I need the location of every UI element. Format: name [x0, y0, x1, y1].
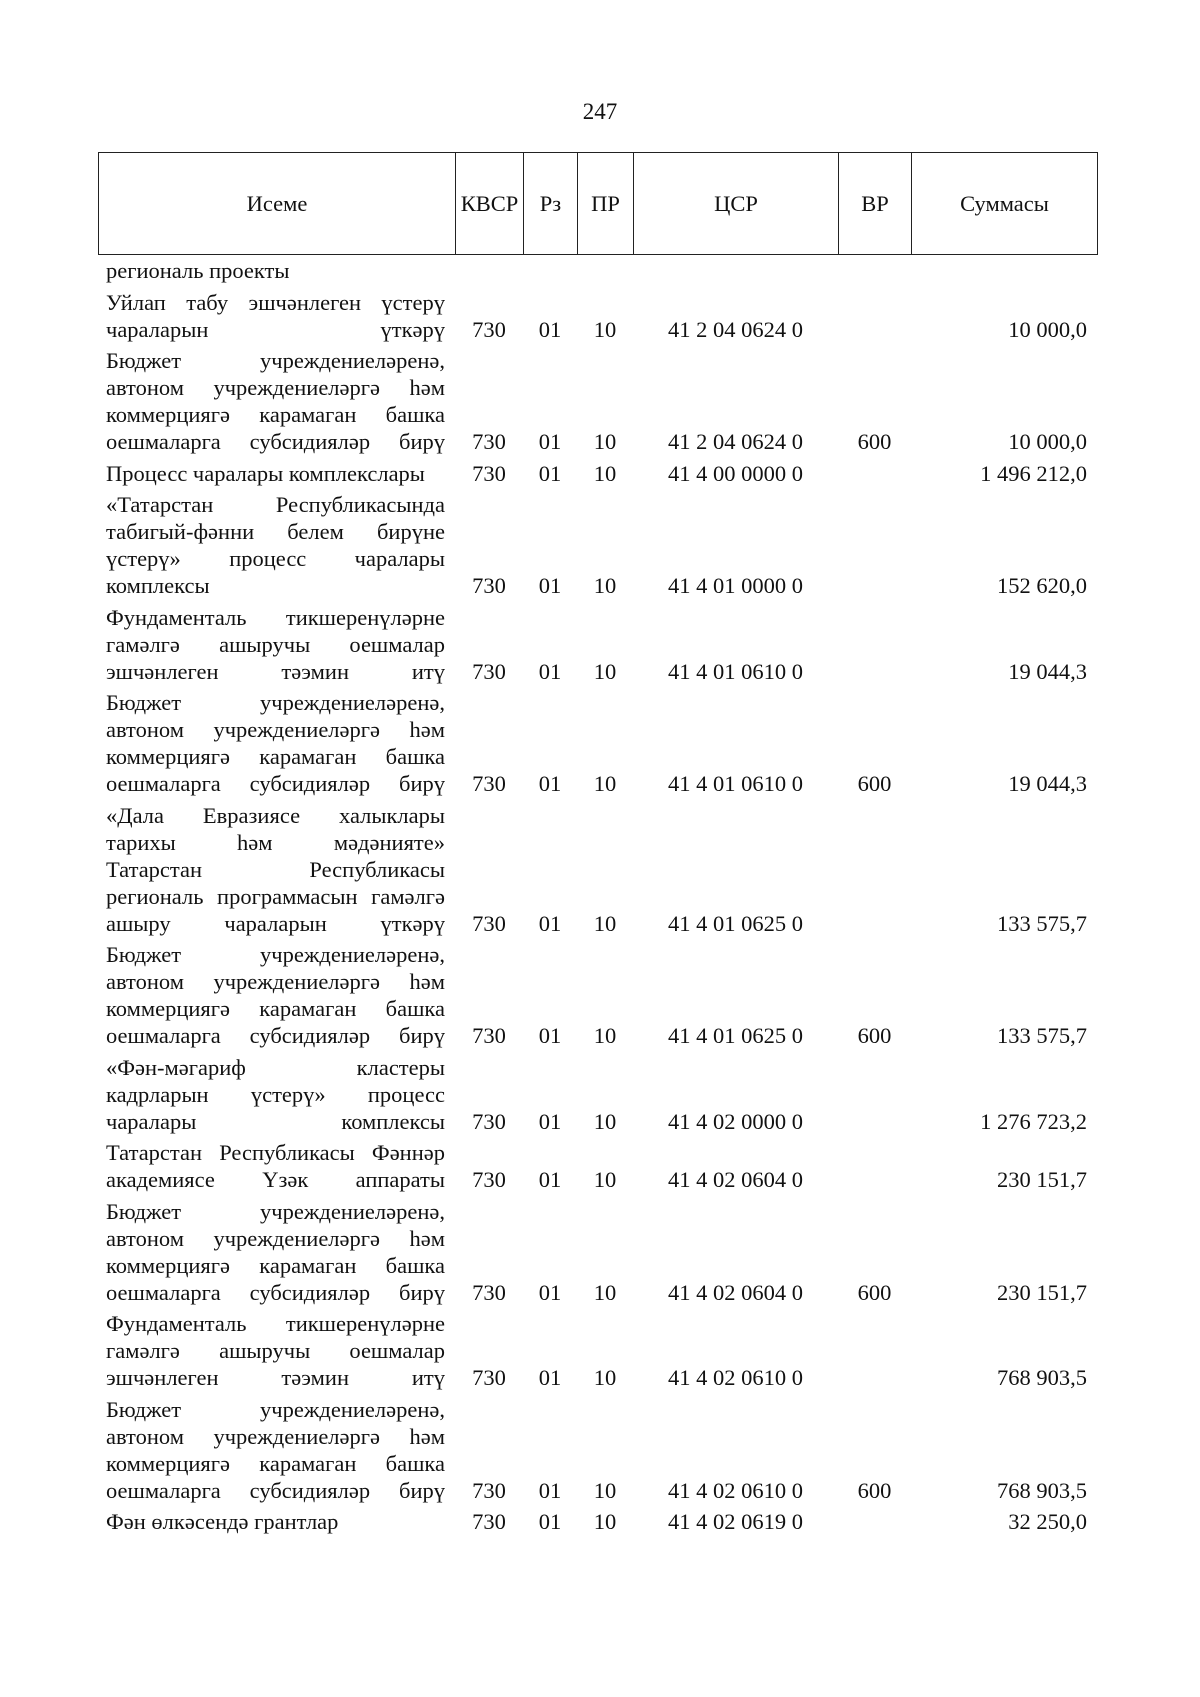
cell-rz: 01: [538, 316, 562, 342]
cell-vr: 600: [857, 771, 892, 796]
cell-name: «Фән-мәгариф кластеры кадрларын үстерү» процесс чаралары комплексы: [106, 1054, 445, 1134]
cell-pr: 10: [593, 1365, 617, 1390]
cell-vr: 600: [857, 429, 892, 454]
table-body: [98, 257, 1097, 1540]
cell-vr: [838, 289, 911, 348]
cell-kvsr: 730: [472, 1023, 506, 1048]
cell-kvsr: 730: [472, 1509, 506, 1534]
cell-pr: [577, 257, 633, 289]
cell-sum: 152 620,0: [997, 573, 1087, 598]
header-name: Исеме: [99, 153, 456, 255]
cell-pr: 10: [593, 1108, 617, 1134]
cell-vr: [838, 802, 911, 942]
cell-vr: 600: [857, 1279, 892, 1305]
cell-sum: 230 151,7: [997, 1279, 1087, 1305]
cell-vr: [838, 1139, 911, 1198]
cell-kvsr: 730: [472, 658, 506, 684]
cell-rz: 01: [538, 658, 562, 684]
cell-csr: 41 4 02 0000 0: [668, 1108, 803, 1134]
cell-pr: 10: [593, 1279, 617, 1305]
cell-csr: 41 4 01 0610 0: [668, 771, 803, 796]
cell-name: «Дала Евразиясе халыклары тарихы һәм мәдәнияте» Татарстан Республикасы региональ программасын гамәлгә ашыру чараларын үткәрү: [106, 802, 445, 936]
cell-csr: 41 4 02 0610 0: [668, 1477, 803, 1503]
table-row: [98, 1508, 1097, 1540]
table-row: [98, 289, 1097, 348]
cell-name: Бюджет учреждениеләренә, автоном учреждениеләргә һәм коммерциягә карамаган башка оешмаларга субсидияләр бирү: [106, 1198, 445, 1305]
table-row: [98, 802, 1097, 942]
cell-name: Фән өлкәсендә грантлар: [106, 1509, 339, 1534]
page-number: 247: [582, 99, 618, 124]
cell-csr: [633, 257, 838, 289]
cell-sum: 1 276 723,2: [980, 1108, 1087, 1134]
cell-rz: [523, 257, 577, 289]
cell-rz: 01: [538, 1365, 562, 1390]
cell-csr: 41 4 02 0610 0: [668, 1365, 803, 1390]
cell-rz: 01: [538, 1279, 562, 1305]
header-sum: Суммасы: [912, 153, 1098, 255]
cell-kvsr: [455, 257, 523, 289]
cell-name: Уйлап табу эшчәнлеген үстерү чараларын үткәрү: [106, 289, 445, 342]
cell-sum: 10 000,0: [1008, 429, 1087, 454]
cell-pr: 10: [593, 429, 617, 454]
cell-kvsr: 730: [472, 1279, 506, 1305]
table-row: [98, 1054, 1097, 1140]
cell-vr: [838, 460, 911, 492]
table-row: [98, 460, 1097, 492]
cell-csr: 41 4 02 0604 0: [668, 1167, 803, 1192]
cell-vr: [838, 604, 911, 690]
table-row: [98, 941, 1097, 1054]
cell-kvsr: 730: [472, 1108, 506, 1134]
cell-sum: 768 903,5: [997, 1365, 1087, 1390]
cell-pr: 10: [593, 1477, 617, 1503]
cell-rz: 01: [538, 429, 562, 454]
cell-kvsr: 730: [472, 910, 506, 936]
cell-vr: 600: [857, 1477, 892, 1503]
cell-csr: 41 4 02 0619 0: [668, 1509, 803, 1534]
table-row: [98, 1396, 1097, 1509]
cell-kvsr: 730: [472, 460, 506, 486]
cell-csr: 41 2 04 0624 0: [668, 429, 803, 454]
cell-kvsr: 730: [472, 573, 506, 598]
cell-csr: 41 4 01 0625 0: [668, 1023, 803, 1048]
table-row: [98, 604, 1097, 690]
table-row: [98, 491, 1097, 604]
cell-name: Бюджет учреждениеләренә, автоном учреждениеләргә һәм коммерциягә карамаган башка оешмаларга субсидияләр бирү: [106, 690, 445, 796]
cell-rz: 01: [538, 910, 562, 936]
cell-rz: 01: [538, 1023, 562, 1048]
cell-pr: 10: [593, 658, 617, 684]
cell-kvsr: 730: [472, 429, 506, 454]
cell-pr: 10: [593, 1023, 617, 1048]
cell-csr: 41 4 01 0610 0: [668, 658, 803, 684]
cell-name: Бюджет учреждениеләренә, автоном учреждениеләргә һәм коммерциягә карамаган башка оешмаларга субсидияләр бирү: [106, 1396, 445, 1503]
cell-pr: 10: [593, 573, 617, 598]
cell-vr: [838, 1054, 911, 1140]
cell-name: Татарстан Республикасы Фәннәр академиясе Үзәк аппараты: [106, 1140, 445, 1192]
cell-rz: 01: [538, 1509, 562, 1534]
cell-csr: 41 4 01 0625 0: [668, 910, 803, 936]
cell-sum: 1 496 212,0: [980, 460, 1087, 486]
cell-sum: 32 250,0: [1008, 1509, 1087, 1534]
cell-rz: 01: [538, 460, 562, 486]
header-vr: ВР: [839, 153, 912, 255]
cell-vr: [838, 491, 911, 604]
cell-sum: 768 903,5: [997, 1477, 1087, 1503]
table-row: [98, 347, 1097, 460]
cell-csr: 41 4 00 0000 0: [668, 460, 803, 486]
cell-kvsr: 730: [472, 1167, 506, 1192]
cell-kvsr: 730: [472, 1365, 506, 1390]
header-kvsr: КВСР: [456, 153, 524, 255]
cell-sum: 230 151,7: [997, 1167, 1087, 1192]
cell-pr: 10: [593, 910, 617, 936]
cell-sum: 19 044,3: [1008, 658, 1087, 684]
cell-vr: [838, 1310, 911, 1396]
cell-rz: 01: [538, 573, 562, 598]
cell-vr: [838, 257, 911, 289]
table-row: [98, 257, 1097, 289]
cell-sum: 19 044,3: [1008, 771, 1087, 796]
cell-rz: 01: [538, 771, 562, 796]
table-header: [98, 152, 1098, 255]
cell-csr: 41 2 04 0624 0: [668, 316, 803, 342]
cell-sum: [911, 257, 1097, 289]
cell-name: «Татарстан Республикасында табигый-фәнни белем бирүне үстерү» процесс чаралары комплексы: [106, 492, 445, 598]
budget-table: [98, 257, 1097, 1540]
cell-name: Процесс чаралары комплекслары: [106, 460, 425, 486]
table-row: [98, 1310, 1097, 1396]
cell-pr: 10: [593, 771, 617, 796]
cell-sum: 133 575,7: [997, 1023, 1087, 1048]
cell-pr: 10: [593, 1509, 617, 1534]
cell-rz: 01: [538, 1477, 562, 1503]
cell-rz: 01: [538, 1108, 562, 1134]
cell-kvsr: 730: [472, 1477, 506, 1503]
table-row: [98, 1139, 1097, 1198]
cell-kvsr: 730: [472, 316, 506, 342]
cell-sum: 133 575,7: [997, 910, 1087, 936]
cell-name: Фундаменталь тикшеренүләрне гамәлгә ашыручы оешмалар эшчәнлеген тәэмин итү: [106, 604, 445, 684]
header-rz: Рз: [524, 153, 578, 255]
header-csr: ЦСР: [634, 153, 839, 255]
table-row: [98, 1198, 1097, 1311]
cell-vr: [838, 1508, 911, 1540]
cell-name: Бюджет учреждениеләренә, автоном учреждениеләргә һәм коммерциягә карамаган башка оешмаларга субсидияләр бирү: [106, 348, 445, 454]
cell-pr: 10: [593, 460, 617, 486]
cell-pr: 10: [593, 316, 617, 342]
cell-name: Фундаменталь тикшеренүләрне гамәлгә ашыручы оешмалар эшчәнлеген тәэмин итү: [106, 1311, 445, 1390]
cell-sum: 10 000,0: [1008, 316, 1087, 342]
cell-vr: 600: [857, 1023, 892, 1048]
header-pr: ПР: [578, 153, 634, 255]
cell-pr: 10: [593, 1167, 617, 1192]
cell-csr: 41 4 02 0604 0: [668, 1279, 803, 1305]
cell-rz: 01: [538, 1167, 562, 1192]
cell-name: региональ проекты: [106, 258, 290, 283]
cell-kvsr: 730: [472, 771, 506, 796]
cell-csr: 41 4 01 0000 0: [668, 573, 803, 598]
table-row: [98, 689, 1097, 802]
cell-name: Бюджет учреждениеләренә, автоном учреждениеләргә һәм коммерциягә карамаган башка оешмаларга субсидияләр бирү: [106, 942, 445, 1048]
